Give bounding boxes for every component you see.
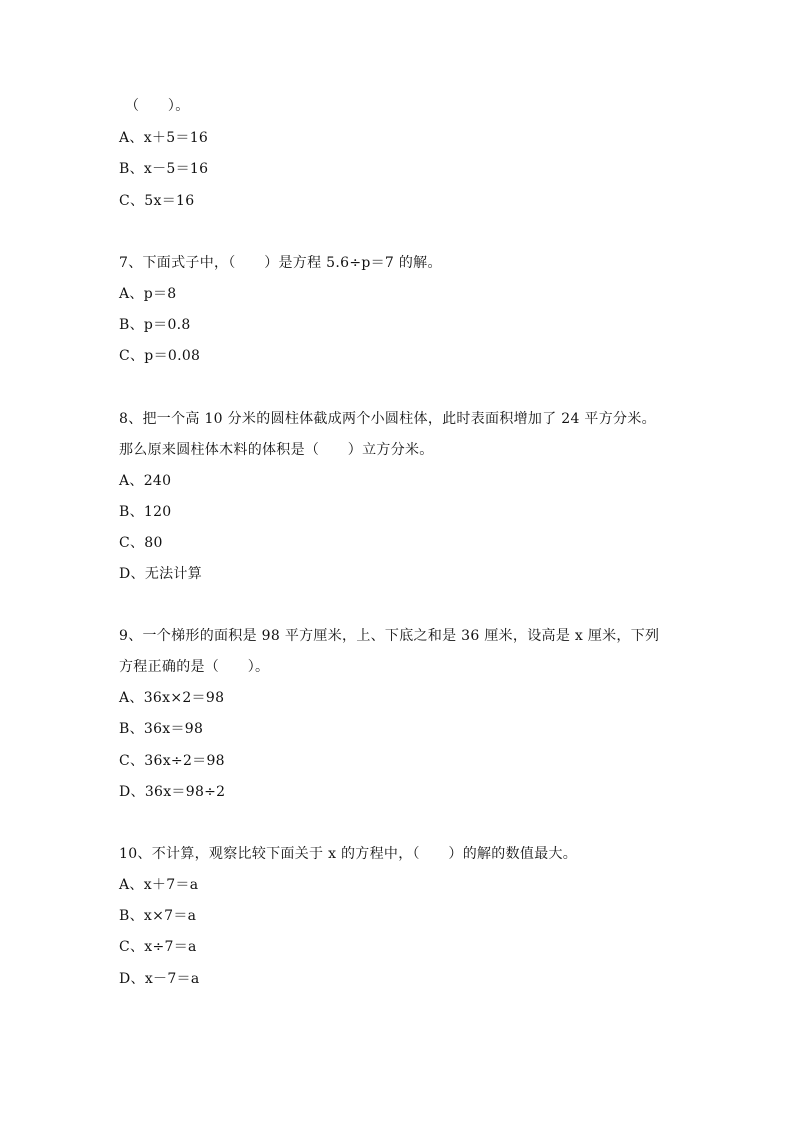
q6-stem-tail: （ ）。 xyxy=(125,98,190,114)
q7-option-c: C、p＝0.08 xyxy=(119,348,201,364)
q9-option-c: C、36x÷2＝98 xyxy=(119,753,225,769)
q8-option-b: B、120 xyxy=(119,504,172,520)
q10-option-b: B、x×7＝a xyxy=(119,908,197,924)
q8-option-c: C、80 xyxy=(119,535,163,551)
q9-option-d: D、36x＝98÷2 xyxy=(119,784,226,800)
q9-option-a: A、36x×2＝98 xyxy=(119,690,225,706)
q10-option-c: C、x÷7＝a xyxy=(119,939,197,955)
q8-stem-line2: 那么原来圆柱体木料的体积是（ ）立方分米。 xyxy=(119,442,434,458)
q9-stem-line1: 9、一个梯形的面积是 98 平方厘米，上、下底之和是 36 厘米，设高是 x 厘米，下列 xyxy=(119,628,660,644)
q9-option-b: B、36x＝98 xyxy=(119,721,204,737)
q10-stem: 10、不计算，观察比较下面关于 x 的方程中，（ ）的解的数值最大。 xyxy=(119,846,578,862)
q8-stem-line1: 8、把一个高 10 分米的圆柱体截成两个小圆柱体，此时表面积增加了 24 平方分米。 xyxy=(119,411,656,427)
q7-option-b: B、p＝0.8 xyxy=(119,317,191,333)
q9-stem-line2: 方程正确的是（ ）。 xyxy=(119,659,270,675)
q6-option-b: B、x－5＝16 xyxy=(119,161,209,177)
q8-option-d: D、无法计算 xyxy=(119,566,203,582)
q7-option-a: A、p＝8 xyxy=(119,286,177,302)
q10-option-d: D、x－7＝a xyxy=(119,971,200,987)
q6-option-a: A、x＋5＝16 xyxy=(119,130,209,146)
q10-option-a: A、x＋7＝a xyxy=(119,877,199,893)
q8-option-a: A、240 xyxy=(119,473,172,489)
q6-option-c: C、5x＝16 xyxy=(119,193,195,209)
q7-stem: 7、下面式子中，（ ）是方程 5.6÷p＝7 的解。 xyxy=(119,255,442,271)
